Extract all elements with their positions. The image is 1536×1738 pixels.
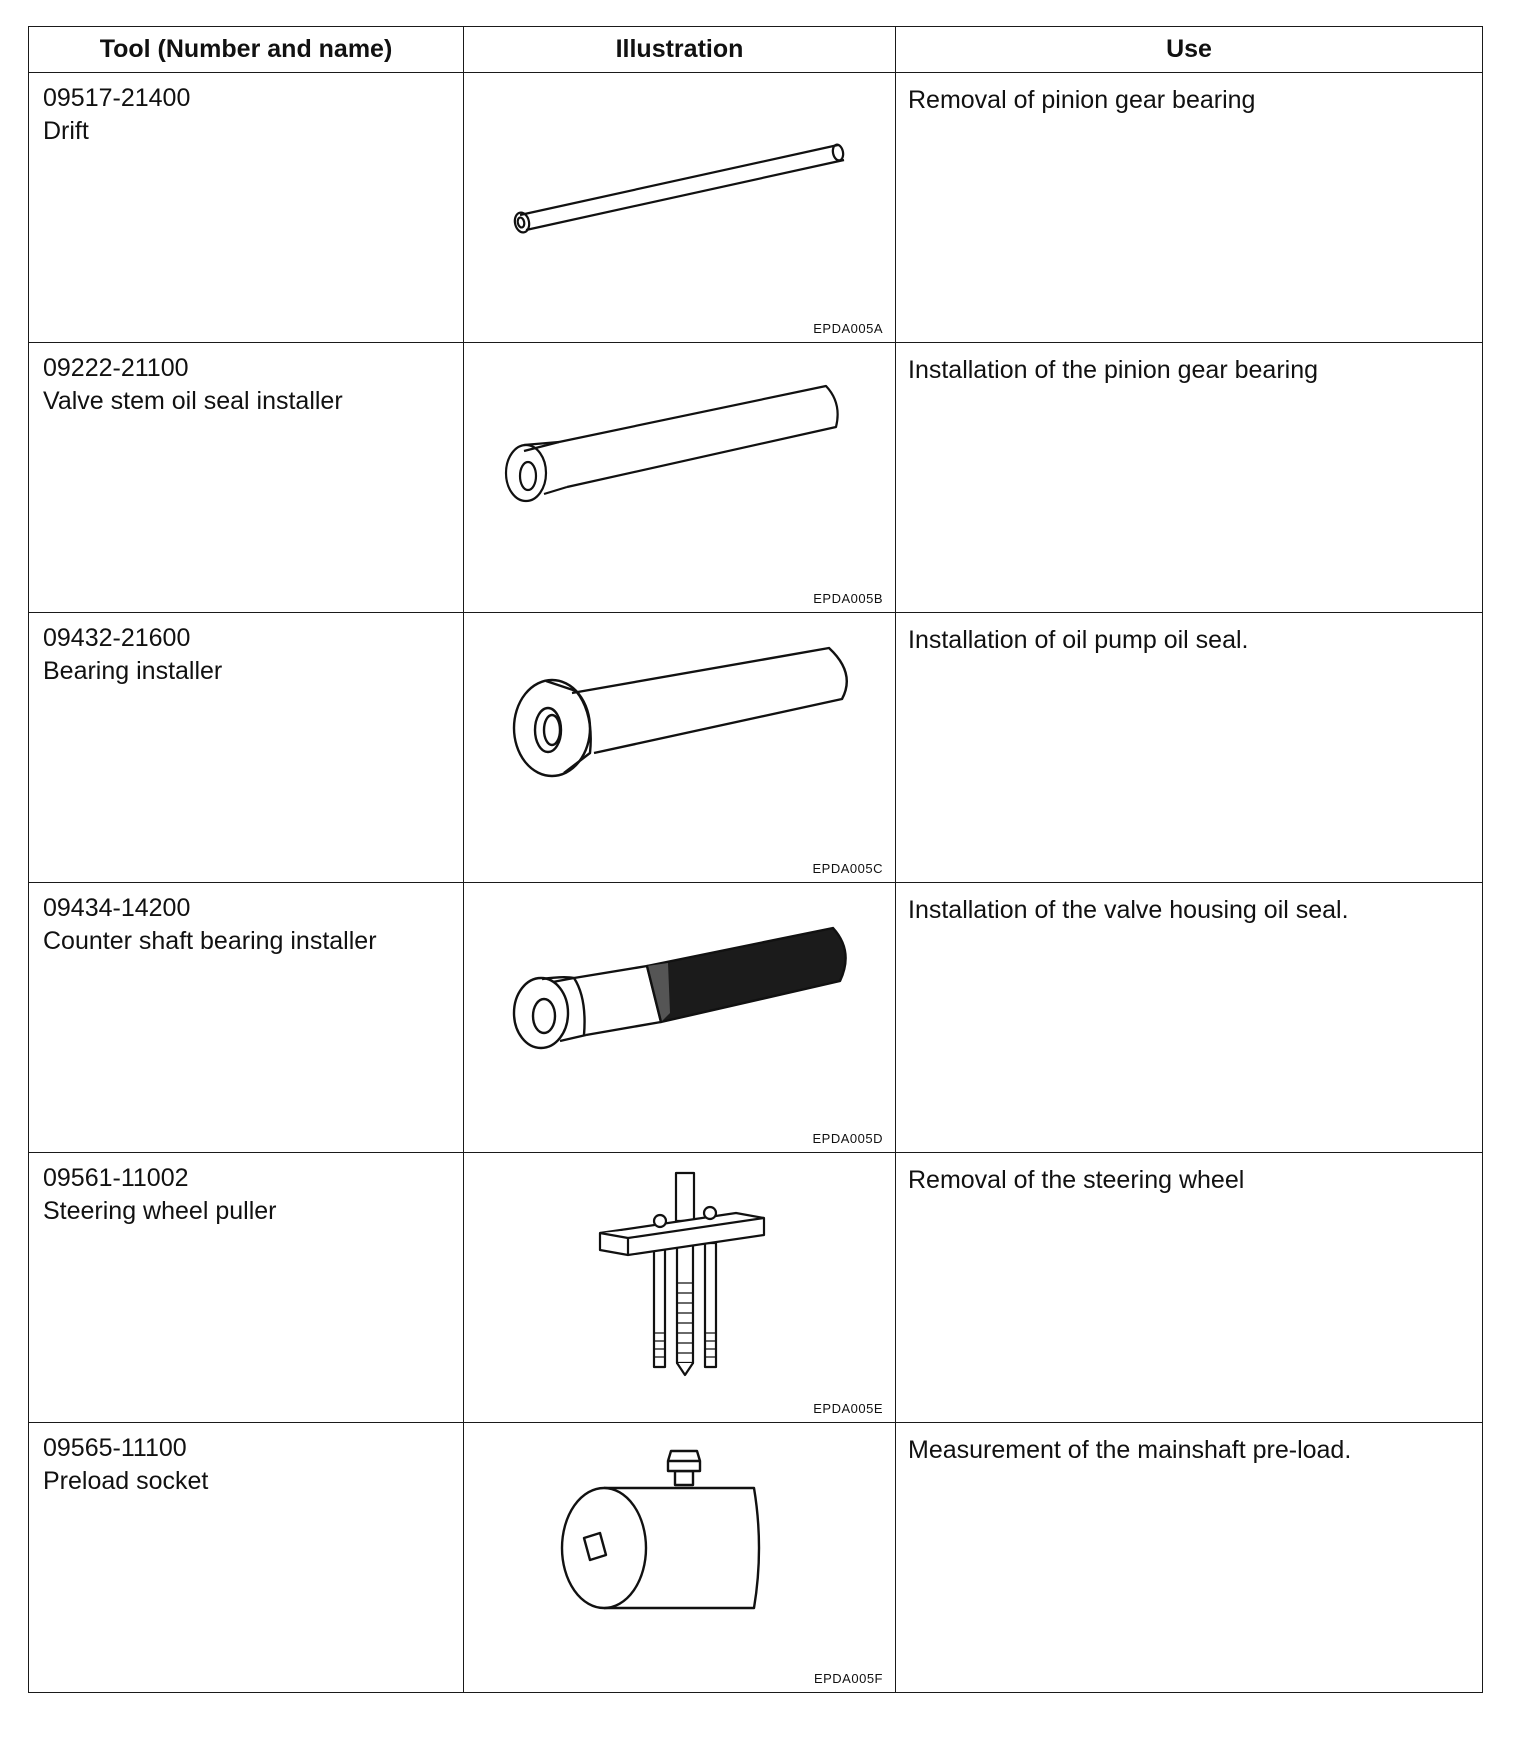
tool-number: 09517-21400: [43, 84, 191, 112]
figure-code: EPDA005E: [813, 1401, 883, 1416]
tool-cell: [29, 1153, 464, 1423]
tool-name: Valve stem oil seal installer: [43, 387, 343, 415]
table-row: [29, 1423, 1483, 1693]
figure-code: EPDA005F: [813, 1671, 883, 1686]
illustration-cell: [464, 343, 896, 613]
tool-number: 09565-11100: [43, 1434, 187, 1462]
tool-name: Bearing installer: [43, 657, 223, 685]
illustration-cell: [464, 613, 896, 883]
bearing-installer-icon: [464, 613, 896, 882]
table-row: [29, 1153, 1483, 1423]
illustration-cell: [464, 73, 896, 343]
tool-cell: [29, 73, 464, 343]
header-illustration: Illustration: [464, 27, 896, 73]
header-tool: Tool (Number and name): [29, 27, 464, 73]
tool-name: Drift: [43, 117, 89, 145]
tool-name: Preload socket: [43, 1467, 209, 1495]
use-cell: Installation of the pinion gear bearing: [896, 343, 1483, 613]
figure-code: EPDA005C: [812, 861, 883, 876]
table-row: [29, 613, 1483, 883]
special-tools-table: [28, 26, 1483, 1693]
tool-cell: [29, 343, 464, 613]
tool-number: 09222-21100: [43, 354, 189, 382]
header-use: Use: [896, 27, 1483, 73]
tool-number: 09434-14200: [43, 894, 191, 922]
tool-cell: [29, 613, 464, 883]
table-row: [29, 343, 1483, 613]
tool-name: Steering wheel puller: [43, 1197, 277, 1225]
table-row: [29, 73, 1483, 343]
preload-socket-icon: [464, 1423, 896, 1692]
use-cell: Measurement of the mainshaft pre-load.: [896, 1423, 1483, 1693]
table-row: [29, 883, 1483, 1153]
tool-number: 09432-21600: [43, 624, 191, 652]
counter-shaft-installer-icon: [464, 883, 896, 1152]
header-row: [29, 27, 1483, 73]
tool-name: Counter shaft bearing installer: [43, 927, 377, 955]
figure-code: EPDA005A: [813, 321, 883, 336]
illustration-cell: [464, 883, 896, 1153]
seal-installer-icon: [464, 343, 896, 612]
use-cell: Removal of the steering wheel: [896, 1153, 1483, 1423]
illustration-cell: [464, 1153, 896, 1423]
figure-code: EPDA005D: [812, 1131, 883, 1146]
tool-cell: [29, 883, 464, 1153]
use-cell: Installation of oil pump oil seal.: [896, 613, 1483, 883]
steering-wheel-puller-icon: [464, 1153, 896, 1422]
illustration-cell: [464, 1423, 896, 1693]
use-cell: Installation of the valve housing oil seal.: [896, 883, 1483, 1153]
figure-code: EPDA005B: [813, 591, 883, 606]
drift-rod-icon: [464, 73, 896, 342]
tool-number: 09561-11002: [43, 1164, 189, 1192]
tool-cell: [29, 1423, 464, 1693]
use-cell: Removal of pinion gear bearing: [896, 73, 1483, 343]
